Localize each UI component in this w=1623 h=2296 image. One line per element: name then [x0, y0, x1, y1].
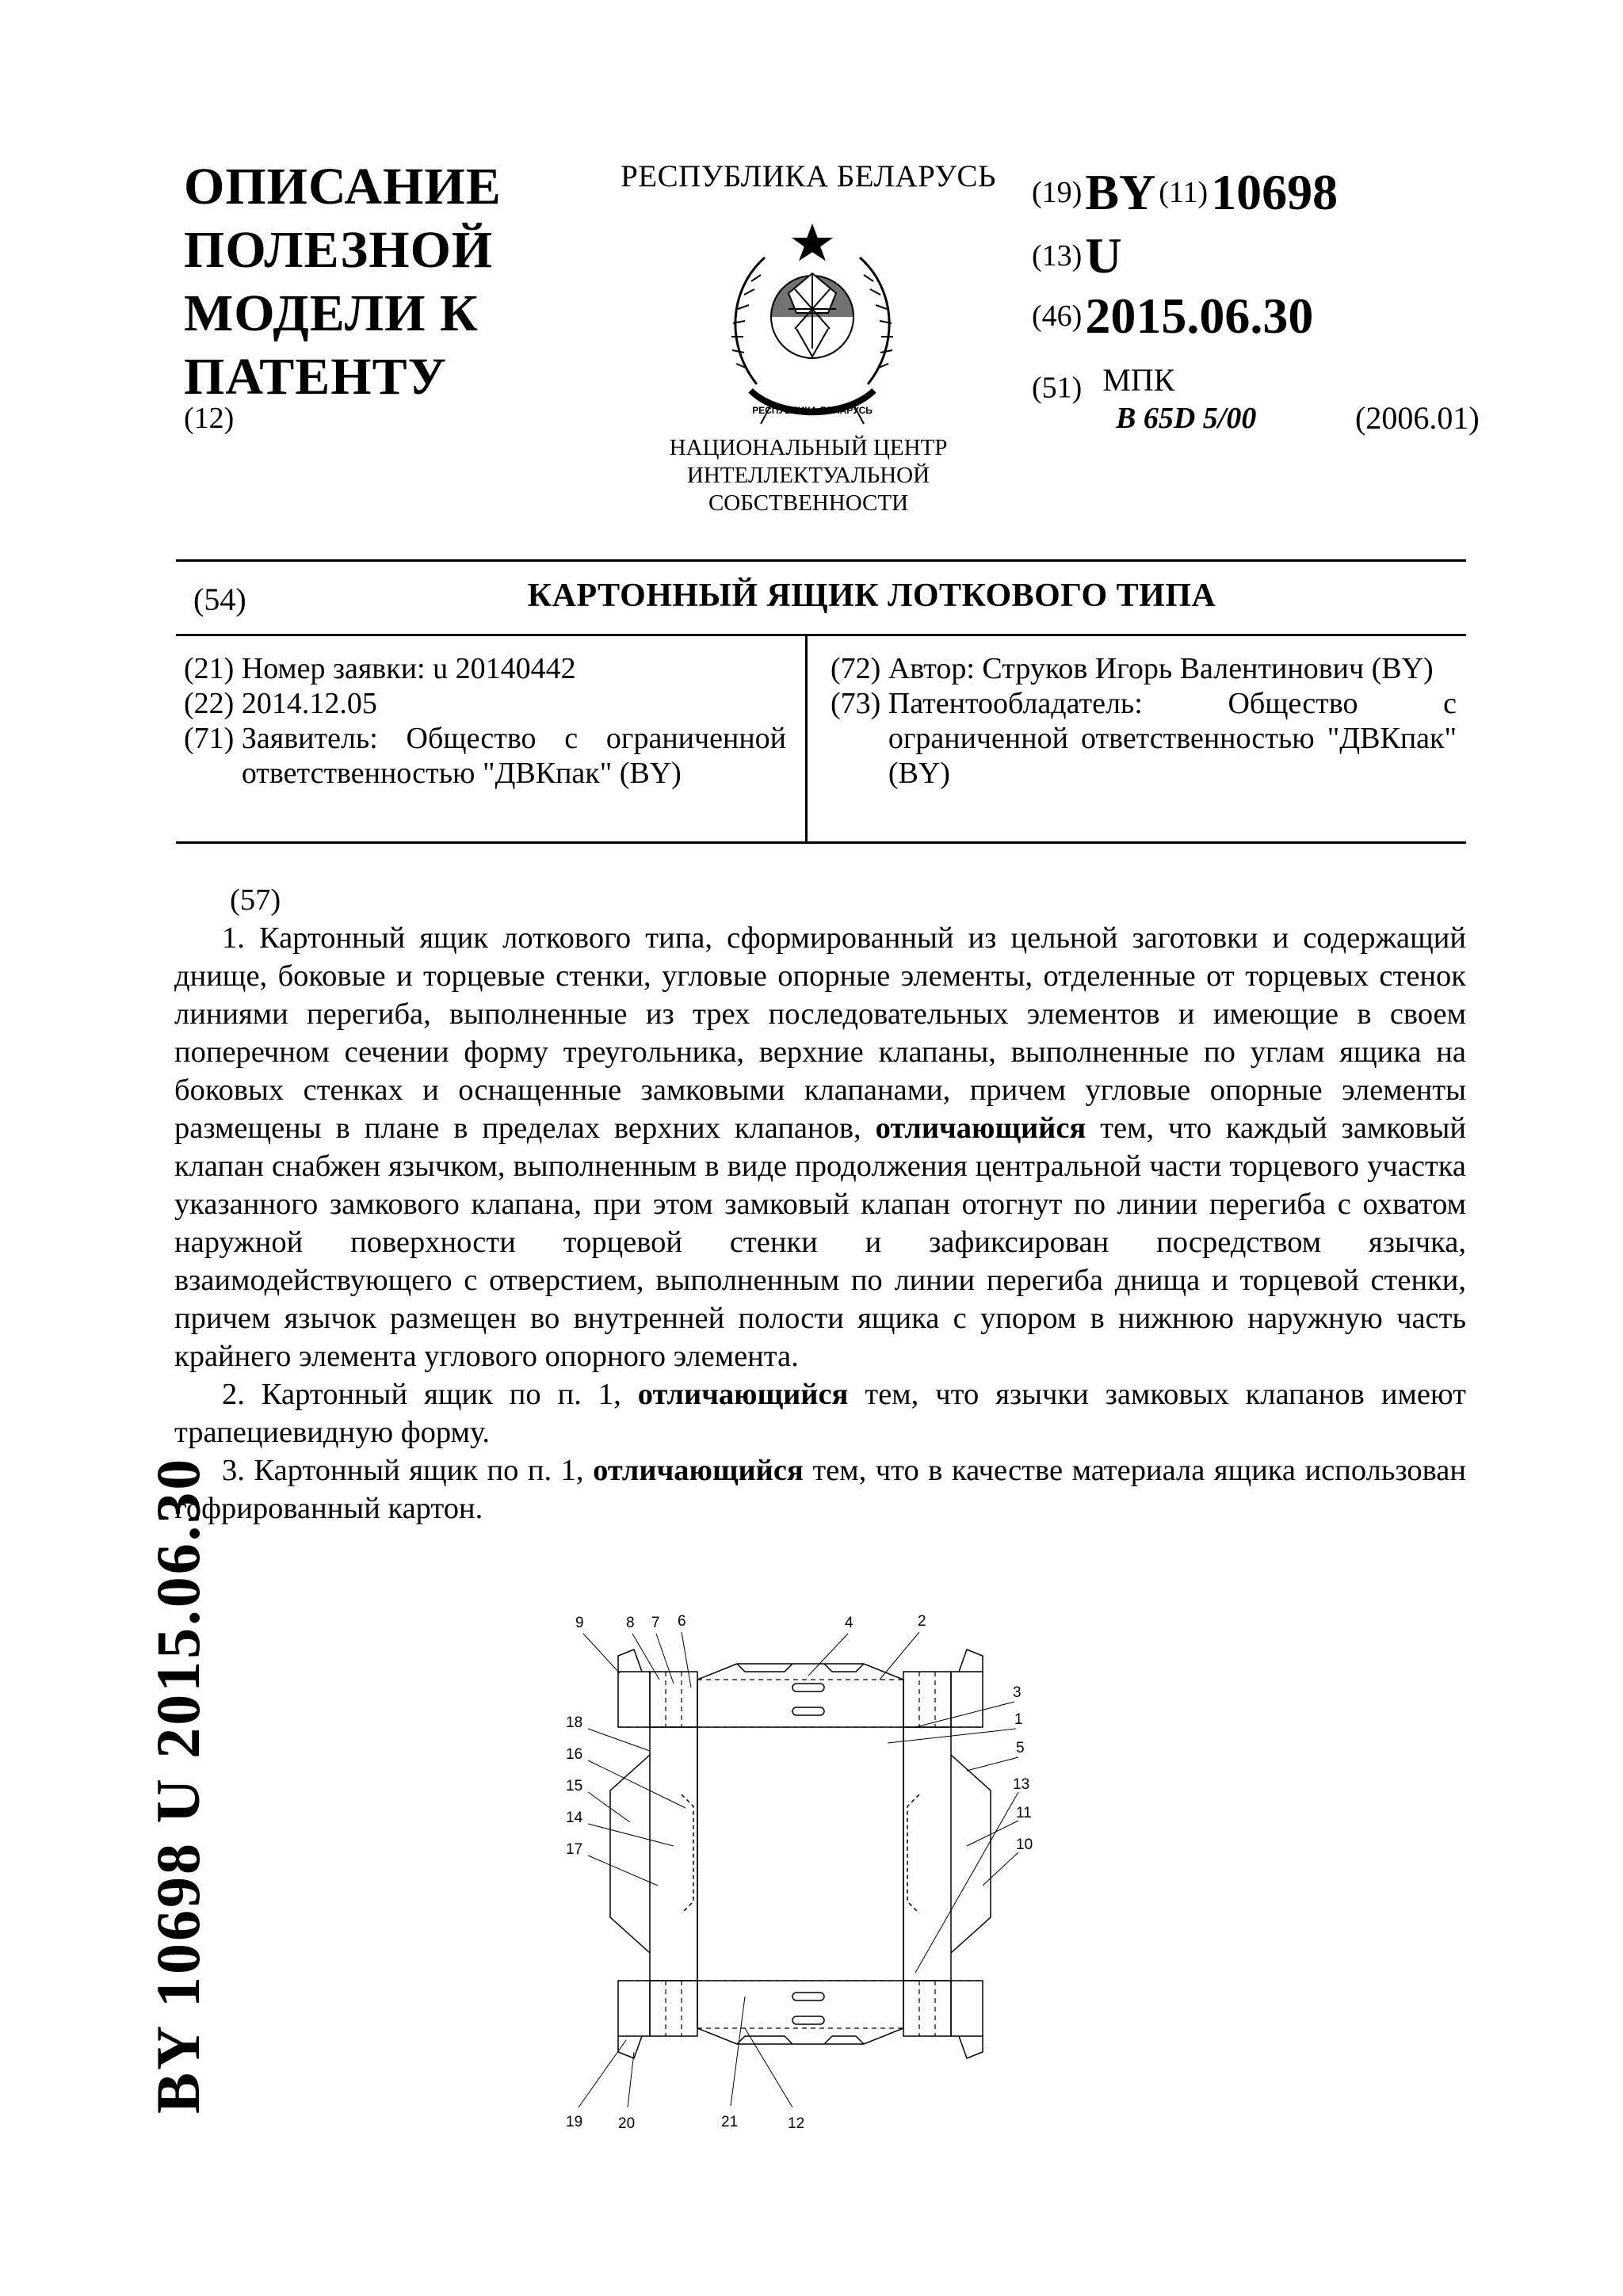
figure-label: 21 — [721, 2114, 739, 2130]
corner-support — [951, 1981, 983, 2036]
office-name-line: НАЦИОНАЛЬНЫЙ ЦЕНТР — [669, 435, 948, 460]
figure-label: 12 — [788, 2115, 805, 2132]
corner-support — [618, 1981, 650, 2036]
inid-code: (22) — [184, 687, 242, 720]
figure-label: 17 — [566, 1841, 583, 1858]
entry-text: Автор: Струков Игорь Валентинович (BY) — [888, 652, 1434, 685]
slot — [792, 1707, 824, 1715]
bottom-rule — [176, 841, 1466, 844]
claim-2 — [174, 1375, 1466, 1451]
inid-code-11: (11) — [1159, 176, 1209, 209]
inid-code-54: (54) — [193, 582, 246, 617]
ipc-label: МПК — [1102, 362, 1175, 398]
inid-code-19: (19) — [1032, 176, 1083, 209]
bottom-panel — [697, 1727, 903, 1981]
figure-label: 19 — [566, 2114, 583, 2130]
document-title — [184, 155, 548, 409]
entry-71 — [184, 721, 786, 791]
patent-number: 10698 — [1211, 164, 1338, 220]
claim-keyword: отличающийся — [593, 1454, 804, 1487]
column-divider — [805, 635, 808, 843]
figure-label: 5 — [1016, 1740, 1025, 1756]
inid-code: (71) — [184, 722, 242, 755]
invention-title: КАРТОННЫЙ ЯЩИК ЛОТКОВОГО ТИПА — [527, 578, 1216, 614]
claims-section — [174, 881, 1466, 1527]
right-column — [831, 651, 1457, 791]
title-line: ПАТЕНТУ — [184, 348, 448, 406]
claim-3 — [174, 1451, 1466, 1527]
slot — [792, 2016, 824, 2024]
claim-text: 1. Картонный ящик лоткового типа, сформированный из цельной заготовки и содержащий днище, боковые и торцевые стенки, угловые опорные элементы, отделенные от торцевых стенок линиями перегиба, выполненные из трех последовательных элементов и имеющие в своем поперечном сечении форму треугольника, верхние клапаны, выполненные по углам ящика на боковых стенках и оснащенные замковыми клапанами, причем угловые опорные элементы размещены в плане в пределах верхних клапанов, — [174, 921, 1466, 1145]
end-wall-bottom — [697, 1981, 903, 2044]
title-rule — [176, 634, 1466, 636]
figure-label: 11 — [1016, 1805, 1032, 1821]
figure-label: 14 — [566, 1810, 583, 1826]
figure-label: 6 — [678, 1613, 686, 1630]
figure-label: 7 — [651, 1615, 660, 1631]
figure-label: 16 — [566, 1746, 583, 1763]
publication-date: 2015.06.30 — [1085, 288, 1314, 344]
figure-label: 4 — [845, 1615, 854, 1631]
inid-code-12: (12) — [184, 402, 235, 435]
entry-text: 2014.12.05 — [241, 687, 377, 720]
inid-code: (72) — [831, 652, 888, 685]
claim-text: тем, что в качестве материала ящика использован гофрированный картон. — [174, 1454, 1466, 1525]
inid-code-57: (57) — [230, 883, 281, 917]
blank-drawing — [555, 1600, 1070, 2155]
figure-label: 18 — [566, 1714, 583, 1731]
inid-code-13: (13) — [1032, 239, 1083, 273]
kind-code: U — [1085, 227, 1122, 284]
inid-code: (21) — [184, 652, 242, 685]
inid-code-46: (46) — [1032, 299, 1083, 333]
side-flap-left — [610, 1755, 650, 1953]
entry-text: Патентообладатель: Общество с ограниченной ответственностью "ДВКпак" (BY) — [888, 687, 1457, 790]
entry-text: Номер заявки: u 20140442 — [241, 652, 576, 685]
corner-support — [903, 1672, 951, 1727]
entry-21 — [184, 651, 786, 686]
inid-code: (73) — [831, 687, 888, 720]
title-line: МОДЕЛИ К — [184, 284, 479, 342]
figure-label: 20 — [618, 2115, 636, 2132]
corner-support — [951, 1672, 983, 1727]
claim-keyword: отличающийся — [637, 1378, 849, 1411]
state-emblem — [709, 218, 915, 432]
entry-text: Заявитель: Общество с ограниченной ответственностью "ДВКпак" (BY) — [241, 722, 786, 790]
title-line: ПОЛЕЗНОЙ — [184, 221, 494, 279]
ipc-version: (2006.01) — [1355, 400, 1480, 436]
figure-label: 3 — [1013, 1684, 1022, 1701]
title-line: ОПИСАНИЕ — [184, 158, 502, 215]
figure-label: 9 — [575, 1615, 584, 1631]
bib-pub-date — [1032, 287, 1507, 345]
claim-1 — [174, 919, 1466, 1375]
office-name-line: ИНТЕЛЛЕКТУАЛЬНОЙ — [686, 463, 930, 488]
side-wall-left — [650, 1727, 697, 1981]
top-rule — [176, 559, 1466, 562]
side-wall-right — [903, 1727, 951, 1981]
claim-text: 2. Картонный ящик по п. 1, — [222, 1378, 638, 1411]
entry-22 — [184, 686, 786, 721]
country-code: BY — [1085, 164, 1156, 220]
republic-name: РЕСПУБЛИКА БЕЛАРУСЬ — [621, 159, 996, 193]
inid-code-51: (51) — [1032, 371, 1083, 405]
entry-73 — [831, 686, 1457, 791]
figure-label: 8 — [626, 1615, 635, 1631]
figure-label: 15 — [566, 1778, 583, 1794]
claim-text: 3. Картонный ящик по п. 1, — [222, 1454, 594, 1487]
claim-text: тем, что язычки замковых клапанов имеют трапециевидную форму. — [174, 1378, 1466, 1449]
bib-kind — [1032, 227, 1507, 285]
end-wall-top — [697, 1664, 903, 1727]
corner-support — [618, 1672, 650, 1727]
slot — [792, 1993, 824, 2000]
corner-support — [650, 1672, 697, 1727]
office-name — [634, 434, 983, 517]
corner-support — [903, 1981, 951, 2036]
figure-label: 1 — [1014, 1711, 1023, 1728]
ipc-class: B 65D 5/00 — [1116, 402, 1257, 435]
bib-publication-number — [1032, 163, 1507, 222]
emblem-ribbon-text: РЕСПУБЛИКА БЕЛАРУСЬ — [752, 405, 873, 416]
figure-label: 10 — [1016, 1836, 1033, 1853]
left-column — [184, 651, 786, 791]
corner-support — [650, 1981, 697, 2036]
side-publication-label: BY 10698 U 2015.06.30 — [143, 1456, 212, 2114]
figure-label: 13 — [1013, 1776, 1030, 1793]
claim-keyword: отличающийся — [875, 1112, 1086, 1145]
office-name-line: СОБСТВЕННОСТИ — [708, 490, 909, 516]
slot — [792, 1684, 824, 1691]
side-flap-right — [951, 1755, 991, 1953]
claim-text: тем, что каждый замковый клапан снабжен язычком, выполненным в виде продолжения центральной части торцевого участка указанного замкового клапана, при этом замковый клапан отогнут по линии перегиба с охватом наружной поверхности торцевой стенки и зафиксирован посредством язычка, взаимодействующего с отверстием, выполненным по линии перегиба днища и торцевой стенки, причем язычок размещен во внутренней полости ящика с упором в нижнюю наружную часть крайнего элемента углового опорного элемента. — [174, 1112, 1466, 1373]
figure-label: 2 — [918, 1613, 926, 1630]
entry-72 — [831, 651, 1457, 686]
